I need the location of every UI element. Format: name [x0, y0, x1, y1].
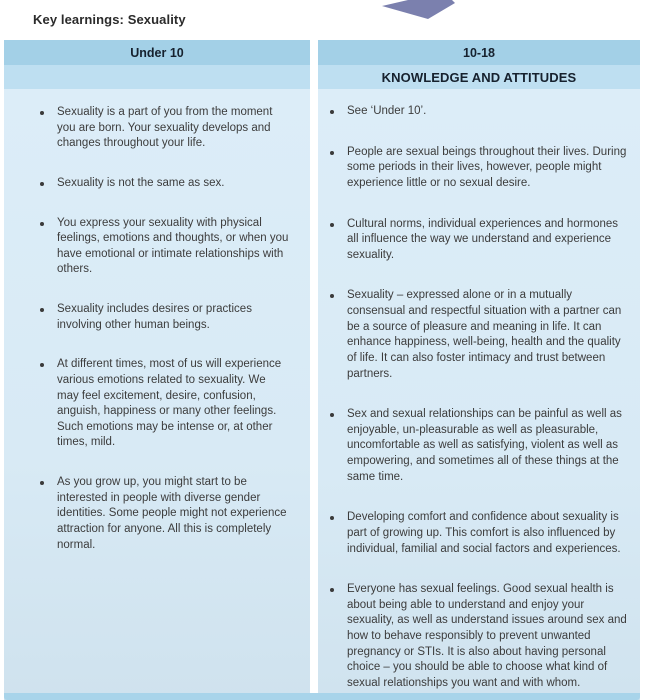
bullet-dot: [330, 110, 334, 114]
page-title: Key learnings: Sexuality: [33, 12, 186, 27]
bullet-dot: [40, 308, 44, 312]
bullet-dot: [330, 413, 334, 417]
bullet-item: [40, 216, 290, 279]
column-body-under-10: [4, 89, 310, 700]
bullet-dot: [330, 151, 334, 155]
bullet-text: See ‘Under 10’.: [347, 105, 427, 117]
bullet-text: You express your sexuality with physical feelings, emotions and thoughts, or when you have emotional or intimate relationships with others.: [57, 216, 289, 276]
bullet-item: [40, 176, 290, 192]
bullet-item: [40, 105, 290, 152]
bullet-text: People are sexual beings throughout their lives. During some periods in their lives, however, people might experience little or no sexual desire.: [347, 145, 627, 189]
bullet-text: Sexuality is a part of you from the moment you are born. Your sexuality develops and changes throughout your life.: [57, 106, 273, 150]
column-header-10-18: 10-18: [318, 40, 640, 65]
bullet-dot: [40, 363, 44, 367]
bullet-dot: [40, 111, 44, 115]
bullet-text: Cultural norms, individual experiences and hormones all influence the way we understand and experience sexuality.: [347, 217, 619, 261]
column-10-18: [318, 40, 640, 700]
bullet-text: Sexuality includes desires or practices involving other human beings.: [57, 303, 252, 331]
column-under-10: [4, 40, 310, 700]
bullet-item: [330, 217, 627, 264]
bullet-dot: [40, 182, 44, 186]
bullet-dot: [330, 588, 334, 592]
bullet-dot: [330, 516, 334, 520]
bullet-item: [330, 407, 627, 485]
next-row-strip: [4, 693, 640, 700]
bullet-dot: [40, 481, 44, 485]
bullet-dot: [330, 223, 334, 227]
bullet-item: [330, 510, 627, 557]
bullet-dot: [40, 222, 44, 226]
bullet-text: Sexuality – expressed alone or in a mutually consensual and respectful situation with a partner can be a source of pleasure and meaning in life. It can enhance happiness, well-being, health and the quality of life. It can also foster intimacy and trust between partners.: [347, 289, 622, 380]
bullet-text: Sexuality is not the same as sex.: [57, 176, 225, 189]
bullet-dot: [330, 294, 334, 298]
bullet-item: [40, 302, 290, 333]
column-subheader-under-10: [4, 65, 310, 89]
bullet-item: [330, 288, 627, 382]
column-body-10-18: [318, 89, 640, 700]
bullet-text: As you grow up, you might start to be interested in people with diverse gender identities. Some people might not experience attraction for anyone. All this is completely normal.: [57, 476, 287, 551]
key-learnings-table: [4, 40, 640, 700]
bullet-item: [330, 582, 627, 691]
column-header-under-10: Under 10: [4, 40, 310, 65]
bullet-item: [40, 475, 290, 553]
bullet-text: Developing comfort and confidence about sexuality is part of growing up. This comfort is also influenced by individual, familial and social factors and experiences.: [347, 511, 621, 555]
bullet-text: Everyone has sexual feelings. Good sexual health is about being able to understand and enjoy your sexuality, as well as understand issues around sex and how to behave responsibly to prevent unwanted pregnancy or STIs. It is also about having personal choice – you should be able to choose what kind of sexual relationships you want and with whom.: [347, 583, 627, 689]
bullet-item: [40, 357, 290, 451]
chevron-down-shape: [378, 0, 458, 19]
bullet-item: [330, 104, 627, 120]
bullet-item: [330, 145, 627, 192]
bullet-text: Sex and sexual relationships can be painful as well as enjoyable, un-pleasurable as well as pleasurable, uncomfortable as well as satisfying, violent as well as empowering, and sometimes all of these things at the same time.: [347, 408, 622, 483]
column-subheader-knowledge-and-attitudes: KNOWLEDGE AND ATTITUDES: [318, 65, 640, 89]
bullet-text: At different times, most of us will experience various emotions related to sexuality. We may feel excitement, desire, confusion, anguish, happiness or many other feelings. Such emotions may be intense or, at other times, mild.: [57, 358, 282, 449]
